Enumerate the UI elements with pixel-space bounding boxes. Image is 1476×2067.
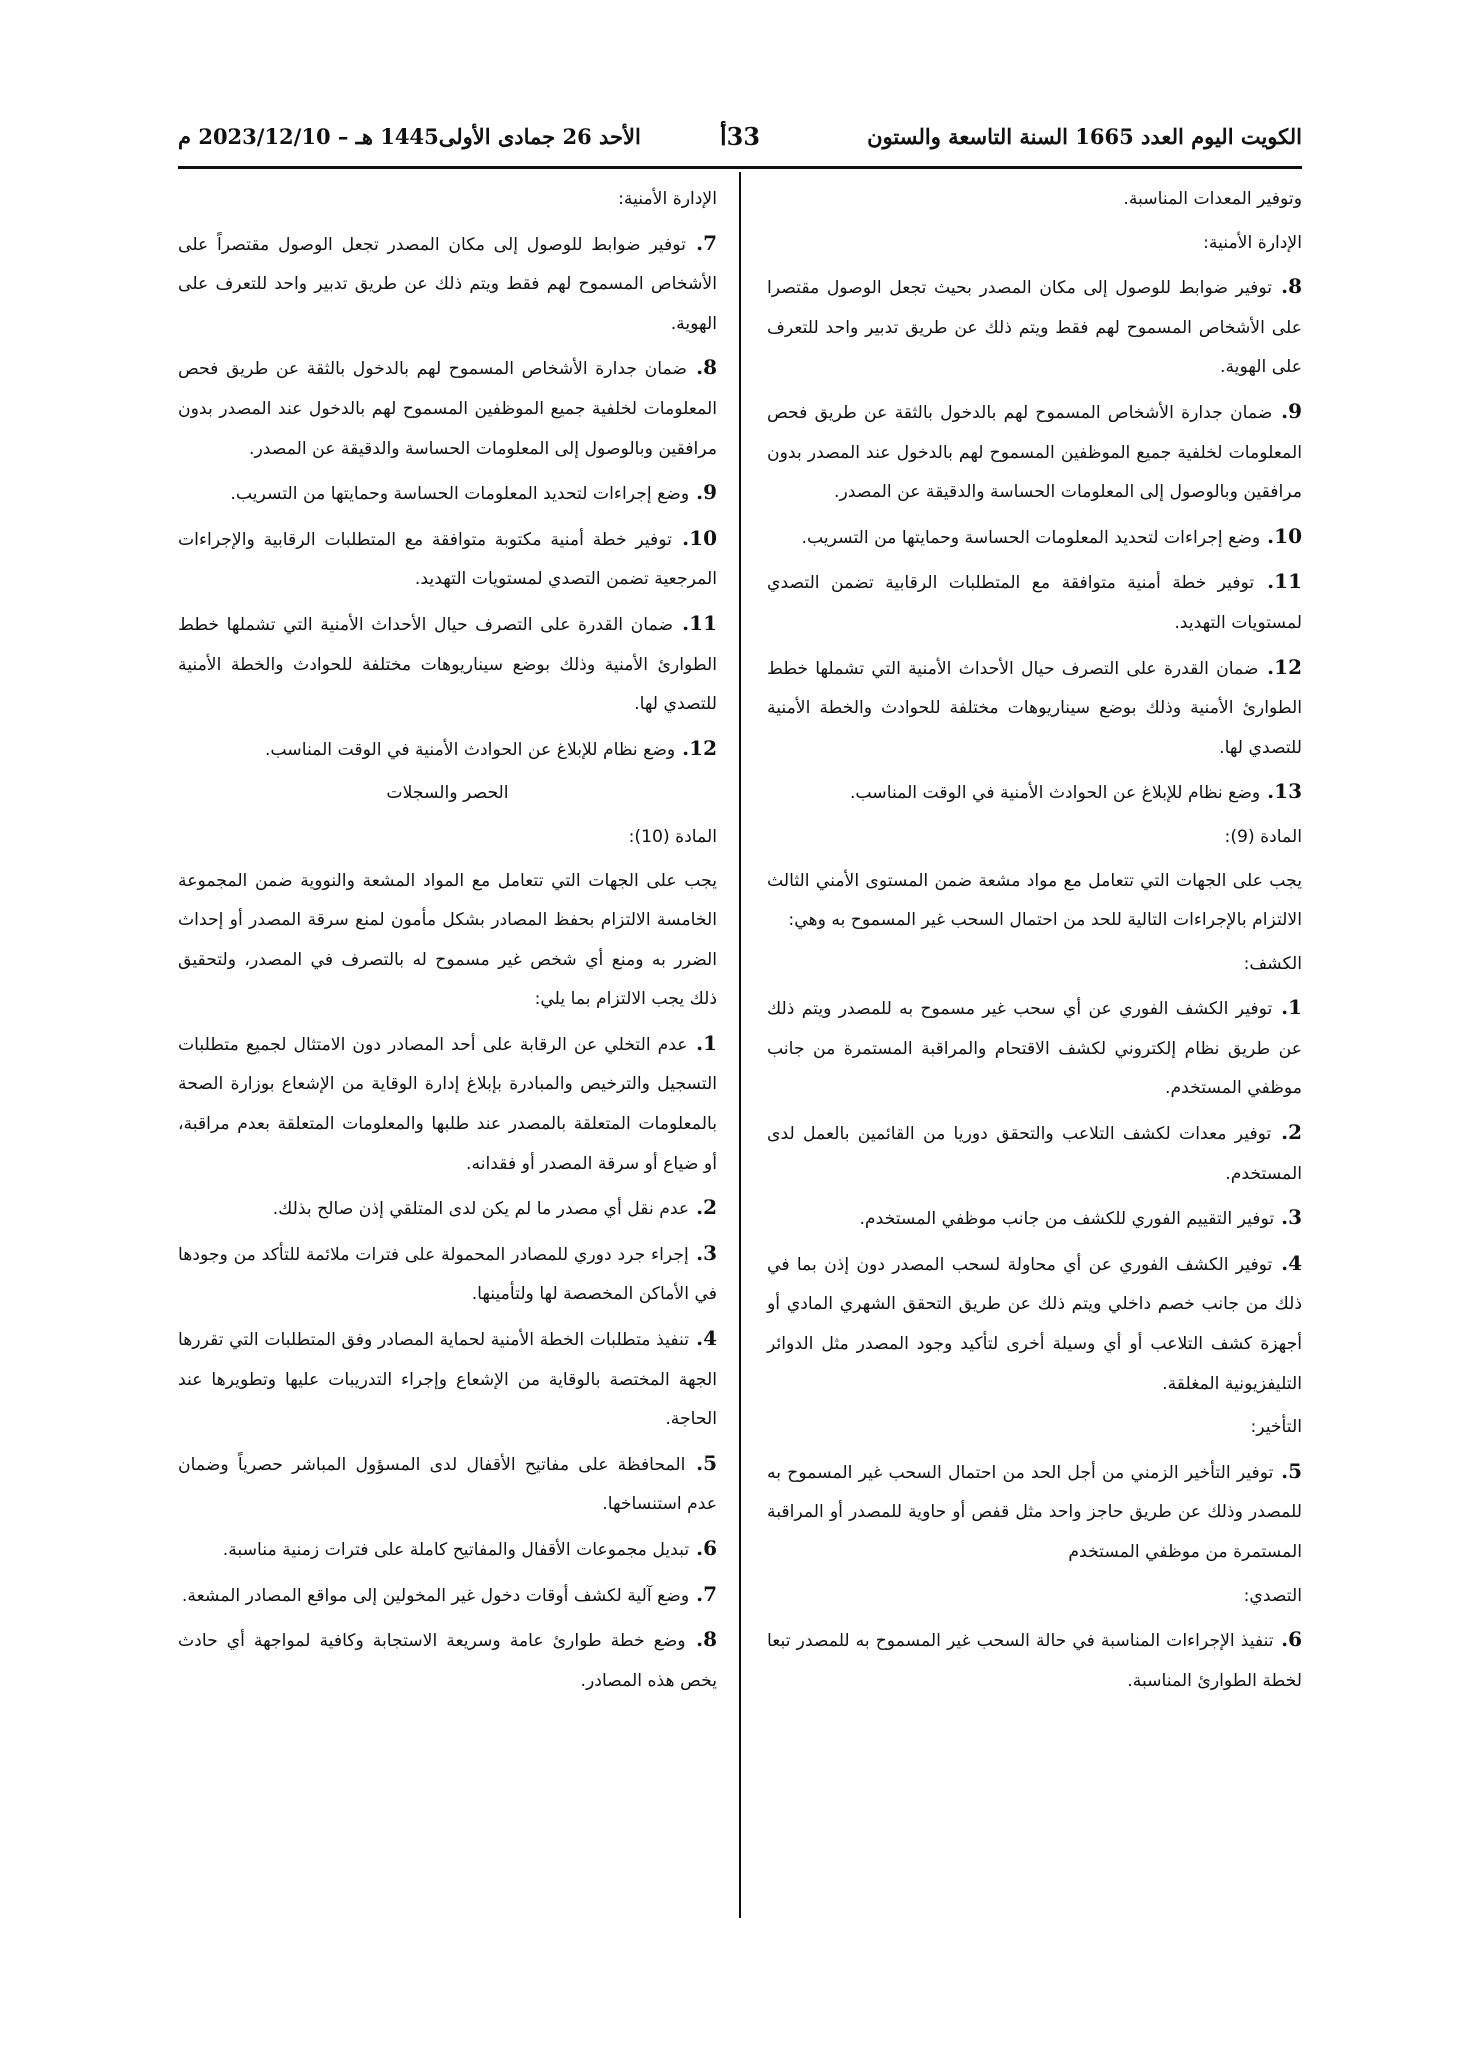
- item-number: 10.: [671, 525, 717, 550]
- item-number: 3.: [1274, 1205, 1302, 1230]
- paragraph: 12. ضمان القدرة على التصرف حيال الأحداث الأمنية التي تشملها خطط الطوارئ الأمنية وذلك بوضع سيناريوهات مختلفة للحوادث والخطة الأمنية للتصدي لها.: [767, 654, 1302, 758]
- paragraph: 5. توفير التأخير الزمني من أجل الحد من احتمال السحب غير المسموح به للمصدر وذلك عن طريق حاجز واحد مثل قفص أو حاوية للمصدر أو المراقبة المستمرة من موظفي المستخدم: [767, 1458, 1302, 1562]
- item-number: 12.: [1258, 654, 1302, 679]
- paragraph: 10. وضع إجراءات لتحديد المعلومات الحساسة وحمايتها من التسريب.: [801, 523, 1302, 548]
- item-number: 5.: [685, 1450, 718, 1475]
- page-header: [178, 118, 1302, 162]
- item-number: 2.: [1271, 1120, 1302, 1145]
- paragraph: 5. المحافظة على مفاتيح الأقفال لدى المسؤول المباشر حصرياً وضمان عدم استنساخها.: [178, 1450, 718, 1515]
- paragraph: المادة (10):: [628, 826, 717, 847]
- item-number: 9.: [1272, 398, 1302, 423]
- paragraph: 1. توفير الكشف الفوري عن أي سحب غير مسموح به للمصدر ويتم ذلك عن طريق نظام إلكتروني لكشف الاقتحام والمراقبة المستمرة من جانب موظفي المستخدم.: [767, 995, 1302, 1099]
- paragraph: 2. عدم نقل أي مصدر ما لم يكن لدى المتلقي إذن صالح بذلك.: [272, 1195, 717, 1220]
- right-column: [767, 180, 1302, 1705]
- item-number: 4.: [1272, 1250, 1302, 1275]
- left-column: [178, 180, 717, 1705]
- item-number: 1.: [1272, 995, 1302, 1020]
- item-number: 6.: [689, 1536, 717, 1560]
- paragraph: 7. وضع آلية لكشف أوقات دخول غير المخولين إلى مواقع المصادر المشعة.: [181, 1581, 717, 1606]
- paragraph: 9. وضع إجراءات لتحديد المعلومات الحساسة وحمايتها من التسريب.: [230, 480, 717, 505]
- item-number: 3.: [688, 1240, 717, 1265]
- paragraph: يجب على الجهات التي تتعامل مع المواد المشعة والنووية ضمن المجموعة الخامسة الالتزام بحفظ المصادر بشكل مأمون لمنع سرقة المصدر أو إحداث الضرر به ومنع أي شخص غير مسموح له بالتصرف في المصدر، ولتحقيق ذلك يجب الالتزام بما يلي:: [178, 870, 717, 1010]
- paragraph: المادة (9):: [1224, 826, 1302, 847]
- paragraph: الكشف:: [1243, 953, 1302, 974]
- item-number: 8.: [1272, 274, 1302, 299]
- item-number: 2.: [689, 1195, 717, 1220]
- item-number: 10.: [1260, 523, 1302, 548]
- paragraph: 8. ضمان جدارة الأشخاص المسموح لهم بالدخول بالثقة عن طريق فحص المعلومات لخلفية جميع الموظفين المسموح لهم بالدخول عند المصدر بدون مرافقين وبالوصول إلى المعلومات الحساسة والدقيقة عن المصدر.: [178, 355, 717, 459]
- paragraph: 7. توفير ضوابط للوصول إلى مكان المصدر تجعل الوصول مقتصراً على الأشخاص المسموح لهم فقط ويتم ذلك عن طريق تدبير واحد للتعرف على الهوية.: [178, 230, 717, 334]
- item-number: 8.: [687, 355, 717, 380]
- paragraph: 8. توفير ضوابط للوصول إلى مكان المصدر بحيث تجعل الوصول مقتصرا على الأشخاص المسموح لهم فقط ويتم ذلك عن طريق تدبير واحد للتعرف على الهوية.: [767, 274, 1302, 378]
- paragraph: 4. توفير الكشف الفوري عن أي محاولة لسحب المصدر دون إذن بما في ذلك من جانب خصم داخلي ويتم ذلك عن طريق التحقق الشهري المادي أو أجهزة كشف التلاعب أو أي وسيلة أخرى لتأكيد وجود المصدر مثل الدوائر التليفزيونية المغلقة.: [767, 1250, 1302, 1394]
- paragraph: 1. عدم التخلي عن الرقابة على أحد المصادر دون الامتثال لجميع متطلبات التسجيل والترخيص والمبادرة بإبلاغ إدارة الوقاية من الإشعاع بوزارة الصحة بالمعلومات المتعلقة بالمصدر عند طلبها والمعلومات المتعلقة بعدم مراقبة، أو ضياع أو سرقة المصدر أو فقدانه.: [178, 1030, 717, 1174]
- paragraph: 3. توفير التقييم الفوري للكشف من جانب موظفي المستخدم.: [859, 1205, 1302, 1230]
- paragraph: الإدارة الأمنية:: [618, 189, 717, 209]
- paragraph: الحصر والسجلات: [386, 783, 509, 804]
- item-number: 7.: [685, 230, 717, 255]
- page-number: 33أ: [719, 122, 761, 151]
- paragraph: 6. تبديل مجموعات الأقفال والمفاتيح كاملة على فترات زمنية مناسبة.: [222, 1536, 717, 1560]
- item-number: 6.: [1273, 1627, 1302, 1652]
- paragraph: التأخير:: [1250, 1417, 1302, 1438]
- item-number: 5.: [1273, 1458, 1302, 1483]
- paragraph: الإدارة الأمنية:: [1203, 232, 1302, 253]
- issue-date: الأحد 26 جمادى الأولى1445 هـ – 2023/12/10 م: [178, 124, 641, 149]
- paragraph: وتوفير المعدات المناسبة.: [1123, 189, 1302, 209]
- paragraph: 8. وضع خطة طوارئ عامة وسريعة الاستجابة وكافية لمواجهة أي حادث يخص هذه المصادر.: [178, 1627, 717, 1691]
- column-divider: [739, 172, 741, 1918]
- item-number: 7.: [689, 1581, 717, 1606]
- gazette-issue-info: الكويت اليوم العدد 1665 السنة التاسعة والستون: [867, 124, 1302, 149]
- paragraph: 6. تنفيذ الإجراءات المناسبة في حالة السحب غير المسموح به للمصدر تبعا لخطة الطوارئ المناسبة.: [767, 1627, 1302, 1691]
- paragraph: 3. إجراء جرد دوري للمصادر المحمولة على فترات ملائمة للتأكد من وجودها في الأماكن المخصصة لها ولتأمينها.: [178, 1240, 717, 1305]
- item-number: 1.: [687, 1030, 717, 1055]
- item-number: 12.: [675, 735, 717, 760]
- item-number: 11.: [1254, 569, 1302, 594]
- item-number: 13.: [1260, 779, 1302, 804]
- paragraph: 12. وضع نظام للإبلاغ عن الحوادث الأمنية في الوقت المناسب.: [264, 735, 717, 760]
- item-number: 11.: [673, 610, 717, 635]
- paragraph: 4. تنفيذ متطلبات الخطة الأمنية لحماية المصادر وفق المتطلبات التي تقررها الجهة المختصة بالوقاية من الإشعاع وإجراء التدريبات عليها وتطويرها عند الحاجة.: [178, 1326, 717, 1430]
- item-number: 9.: [689, 480, 717, 505]
- item-number: 8.: [685, 1627, 717, 1652]
- paragraph: 9. ضمان جدارة الأشخاص المسموح لهم بالدخول بالثقة عن طريق فحص المعلومات لخلفية جميع الموظفين المسموح لهم بالدخول عند المصدر بدون مرافقين وبالوصول إلى المعلومات الحساسة والدقيقة عن المصدر.: [767, 398, 1302, 503]
- paragraph: يجب على الجهات التي تتعامل مع مواد مشعة ضمن المستوى الأمني الثالث الالتزام بالإجراءات التالية للحد من احتمال السحب غير المسموح به وهي:: [767, 870, 1302, 931]
- paragraph: 13. وضع نظام للإبلاغ عن الحوادث الأمنية في الوقت المناسب.: [849, 779, 1302, 804]
- paragraph: 11. توفير خطة أمنية متوافقة مع المتطلبات الرقابية تضمن التصدي لمستويات التهديد.: [767, 569, 1302, 633]
- paragraph: 2. توفير معدات لكشف التلاعب والتحقق دوريا من القائمين بالعمل لدى المستخدم.: [767, 1120, 1302, 1184]
- header-rule: [178, 166, 1302, 169]
- paragraph: التصدي:: [1243, 1585, 1302, 1606]
- paragraph: 10. توفير خطة أمنية مكتوبة متوافقة مع المتطلبات الرقابية والإجراءات المرجعية تضمن التصدي لمستويات التهديد.: [178, 525, 717, 590]
- item-number: 4.: [688, 1326, 717, 1351]
- paragraph: 11. ضمان القدرة على التصرف حيال الأحداث الأمنية التي تشملها خطط الطوارئ الأمنية وذلك بوضع سيناريوهات مختلفة للحوادث والخطة الأمنية للتصدي لها.: [178, 610, 717, 715]
